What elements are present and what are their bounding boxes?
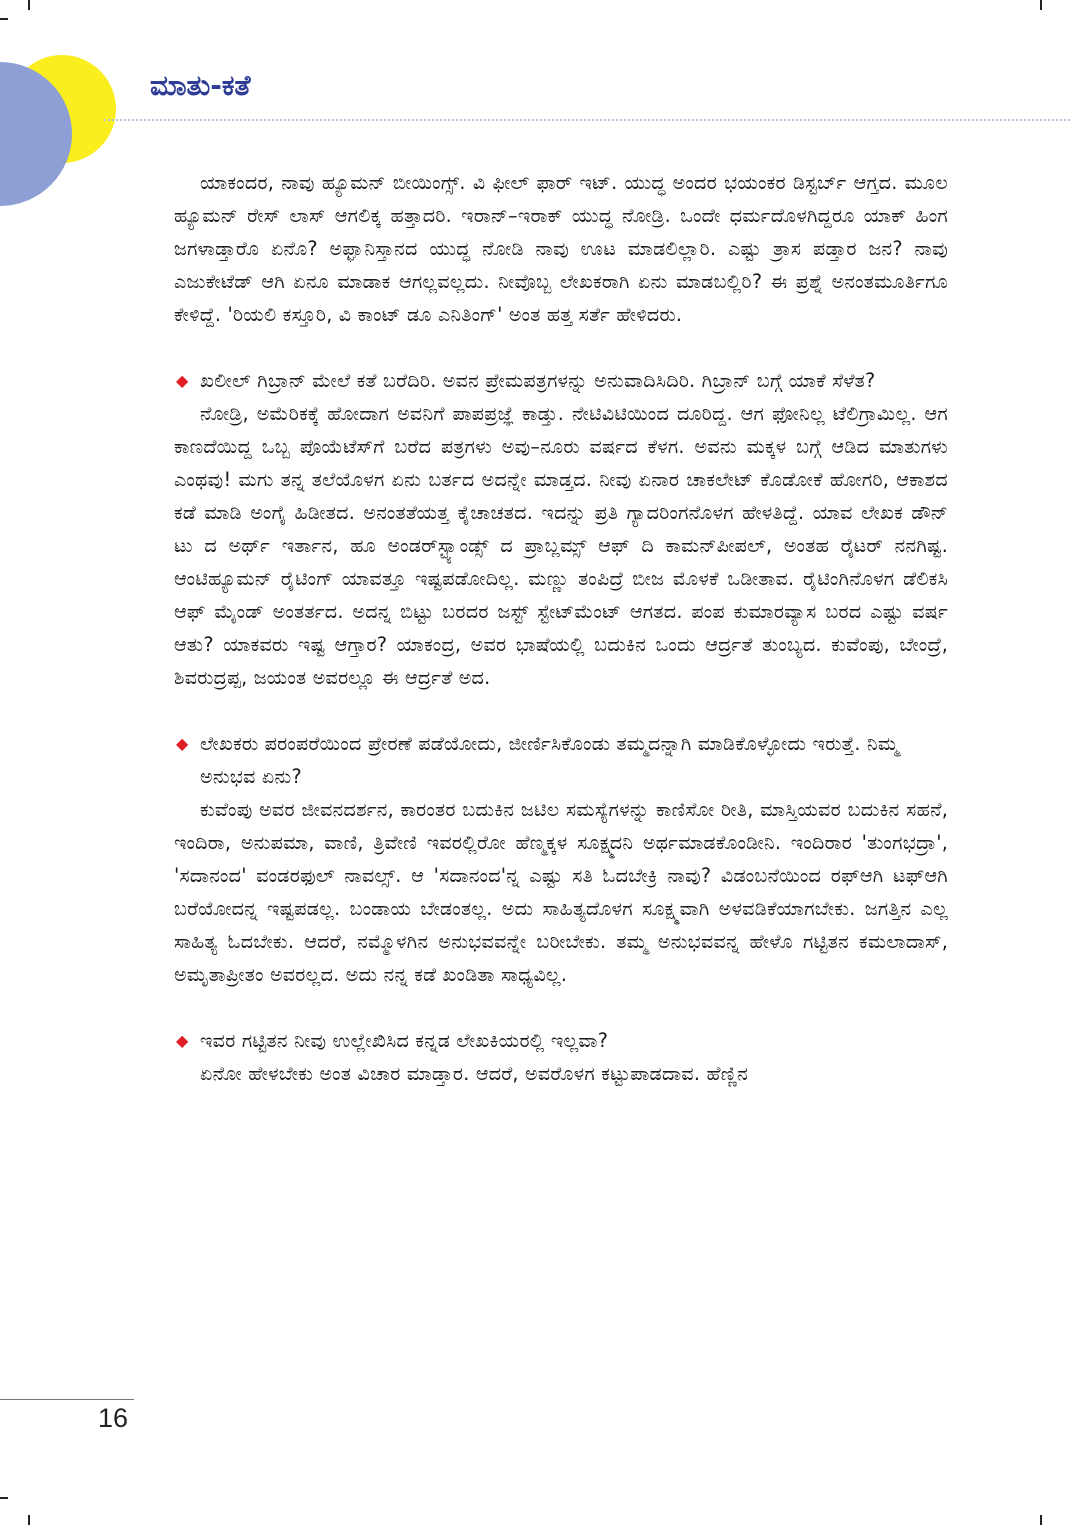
crop-mark-left-top — [0, 18, 8, 20]
crop-mark-bottom-right — [1040, 1515, 1042, 1525]
section-title: ಮಾತು-ಕತೆ — [150, 69, 251, 102]
page-number: 16 — [98, 1403, 129, 1433]
crop-mark-bottom-left — [28, 1515, 30, 1525]
answer-paragraph: ನೋಡ್ರಿ, ಅಮೆರಿಕಕ್ಕೆ ಹೋದಾಗ ಅವನಿಗೆ ಪಾಪಪ್ರಜ್ಞೆ ಕಾಡ್ತು. ನೇಟಿವಿಟಿಯಿಂದ ದೂರಿದ್ದ. ಆಗ ಫೋನಿಲ್ಲ ಟೆಲಿಗ್ರಾಮಿಲ್ಲ. ಆಗ ಕಾಣದೆಯಿದ್ದ ಒಬ್ಬ ಪೊಯೆಟೆಸ್‌ಗೆ ಬರೆದ ಪತ್ರಗಳು ಅವು–ನೂರು ವರ್ಷದ ಕೆಳಗ. ಅವನು ಮಕ್ಕಳ ಬಗ್ಗೆ ಆಡಿದ ಮಾತುಗಳು ಎಂಥವು! ಮಗು ತನ್ನ ತಲೆಯೊಳಗ ಏನು ಬರ್ತದ ಅದನ್ನೇ ಮಾಡ್ತದ. ನೀವು ಏನಾರ ಚಾಕಲೇಟ್ ಕೊಡೋಕೆ ಹೋಗರಿ, ಆಕಾಶದ ಕಡೆ ಮಾಡಿ ಅಂಗೈ ಹಿಡೀತದ. ಅನಂತತೆಯತ್ತ ಕೈಚಾಚತದ. ಇದನ್ನು ಪ್ರತಿ ಗ್ಯಾದರಿಂಗನೊಳಗ ಹೇಳತಿದ್ದೆ. ಯಾವ ಲೇಖಕ ಡೌನ್ ಟು ದ ಅರ್ಥ್ ಇರ್ತಾನ, ಹೂ ಅಂಡರ್‌ಸ್ಟ್ಯಾಂಡ್ಸ್ ದ ಪ್ರಾಬ್ಲಮ್ಸ್ ಆಫ್ ದಿ ಕಾಮನ್‌ಪೀಪಲ್, ಅಂತಹ ರೈಟರ್ ನನಗಿಷ್ಟ. ಆಂಟಿಹ್ಯೂಮನ್ ರೈಟಿಂಗ್ ಯಾವತ್ತೂ ಇಷ್ಟಪಡೋದಿಲ್ಲ. ಮಣ್ಣು ತಂಪಿದ್ರೆ ಬೀಜ ಮೊಳಕೆ ಒಡೀತಾವ. ರೈಟಿಂಗಿನೊಳಗ ಡೆಲಿಕಸಿ ಆಫ್ ಮೈಂಡ್ ಅಂತರ್ತದ. ಅದನ್ನ ಬಿಟ್ಟು ಬರದರ ಜಸ್ಟ್ ಸ್ಟೇಟ್‌ಮೆಂಟ್ ಆಗತದ. ಪಂಪ ಕುಮಾರವ್ಯಾಸ ಬರದ ಎಷ್ಟು ವರ್ಷ ಆತು? ಯಾಕವರು ಇಷ್ಟ ಆಗ್ತಾರ? ಯಾಕಂದ್ರ, ಅವರ ಭಾಷೆಯಲ್ಲಿ ಬದುಕಿನ ಒಂದು ಆರ್ದ್ರತೆ ತುಂಬ್ಯದ. ಕುವೆಂಪು, ಬೇಂದ್ರೆ, ಶಿವರುದ್ರಪ್ಪ, ಜಯಂತ ಅವರಲ್ಲೂ ಈ ಆರ್ದ್ರತೆ ಅದ. — [174, 402, 948, 689]
answer-paragraph: ಏನೋ ಹೇಳಬೇಕು ಅಂತ ವಿಚಾರ ಮಾಡ್ತಾರ. ಆದರೆ, ಅವರೊಳಗ ಕಟ್ಟುಪಾಡದಾವ. ಹೆಣ್ಣಿನ — [200, 1062, 749, 1085]
answer-paragraph: ಕುವೆಂಪು ಅವರ ಜೀವನದರ್ಶನ, ಕಾರಂತರ ಬದುಕಿನ ಜಟಿಲ ಸಮಸ್ಯೆಗಳನ್ನು ಕಾಣಿಸೋ ರೀತಿ, ಮಾಸ್ತಿಯವರ ಬದುಕಿನ ಸಹನೆ, ಇಂದಿರಾ, ಅನುಪಮಾ, ವಾಣಿ, ತ್ರಿವೇಣಿ ಇವರಲ್ಲಿರೋ ಹೆಣ್ಮಕ್ಕಳ ಸೂಕ್ಷ್ಮದನಿ ಅರ್ಥಮಾಡಕೊಂಡೀನಿ. ಇಂದಿರಾರ 'ತುಂಗಭದ್ರಾ', 'ಸದಾನಂದ' ವಂಡರಫುಲ್ ನಾವಲ್ಸ್. ಆ 'ಸದಾನಂದ'ನ್ನ ಎಷ್ಟು ಸತಿ ಓದಬೇಕ್ರಿ ನಾವು? ವಿಡಂಬನೆಯಿಂದ ರಫ್‌ಆಗಿ ಟಫ್‌ಆಗಿ ಬರೆಯೋದನ್ನ ಇಷ್ಟಪಡಲ್ಲ. ಬಂಡಾಯ ಬೇಡಂತಲ್ಲ. ಅದು ಸಾಹಿತ್ಯದೊಳಗ ಸೂಕ್ಷ್ಮವಾಗಿ ಅಳವಡಿಕೆಯಾಗಬೇಕು. ಜಗತ್ತಿನ ಎಲ್ಲ ಸಾಹಿತ್ಯ ಓದಬೇಕು. ಆದರೆ, ನಮ್ಮೊಳಗಿನ ಅನುಭವವನ್ನೇ ಬರೀಬೇಕು. ತಮ್ಮ ಅನುಭವವನ್ನ ಹೇಳೊ ಗಟ್ಟಿತನ ಕಮಲಾದಾಸ್, ಅಮೃತಾಪ್ರೀತಂ ಅವರಲ್ಲದ. ಅದು ನನ್ನ ಕಡೆ ಖಂಡಿತಾ ಸಾಧ್ಯವಿಲ್ಲ. — [174, 798, 948, 986]
header-dotted-rule — [104, 119, 1070, 121]
diamond-bullet-icon: ◆ — [176, 734, 189, 753]
answer-paragraph: ಯಾಕಂದರ, ನಾವು ಹ್ಯೂಮನ್ ಬೀಯಿಂಗ್ಸ್. ವಿ ಫೀಲ್ ಫಾರ್ ಇಟ್. ಯುದ್ಧ ಅಂದರ ಭಯಂಕರ ಡಿಸ್ಟರ್ಬ್ ಆಗ್ತದ. ಮೂಲ ಹ್ಯೂಮನ್ ರೇಸ್ ಲಾಸ್ ಆಗಲಿಕ್ಕ ಹತ್ತಾದರಿ. ಇರಾನ್–ಇರಾಕ್ ಯುದ್ಧ ನೋಡ್ರಿ. ಒಂದೇ ಧರ್ಮದೊಳಗಿದ್ದರೂ ಯಾಕ್ ಹಿಂಗ ಜಗಳಾಡ್ತಾರೊ ಏನೊ? ಅಫ್ಘಾನಿಸ್ತಾನದ ಯುದ್ಧ ನೋಡಿ ನಾವು ಊಟ ಮಾಡಲಿಲ್ಲಾರಿ. ಎಷ್ಟು ತ್ರಾಸ ಪಡ್ತಾರ ಜನ? ನಾವು ಎಜುಕೇಟೆಡ್ ಆಗಿ ಏನೂ ಮಾಡಾಕ ಆಗಲ್ಲವಲ್ಲದು. ನೀವೊಬ್ಬ ಲೇಖಕರಾಗಿ ಏನು ಮಾಡಬಲ್ಲಿರಿ? ಈ ಪ್ರಶ್ನೆ ಅನಂತಮೂರ್ತಿಗೂ ಕೇಳಿದ್ದೆ. 'ರಿಯಲಿ ಕಸ್ತೂರಿ, ವಿ ಕಾಂಟ್ ಡೂ ಎನಿತಿಂಗ್' ಅಂತ ಹತ್ತ ಸರ್ತೆ ಹೇಳಿದರು. — [174, 171, 948, 326]
question-text: ಖಲೀಲ್ ಗಿಬ್ರಾನ್ ಮೇಲೆ ಕತೆ ಬರೆದಿರಿ. ಅವನ ಪ್ರೇಮಪತ್ರಗಳನ್ನು ಅನುವಾದಿಸಿದಿರಿ. ಗಿಬ್ರಾನ್ ಬಗ್ಗೆ ಯಾಕೆ ಸೆಳೆತ? — [200, 369, 876, 392]
crop-mark-top-left — [28, 0, 30, 10]
interview-question — [174, 1024, 948, 1057]
interview-question — [174, 727, 948, 793]
crop-mark-left-bottom — [0, 1497, 8, 1499]
interview-question — [174, 364, 948, 397]
crop-mark-top-right — [1040, 0, 1042, 10]
question-text: ಲೇಖಕರು ಪರಂಪರೆಯಿಂದ ಪ್ರೇರಣೆ ಪಡೆಯೋದು, ಜೀರ್ಣಿಸಿಕೊಂಡು ತಮ್ಮದನ್ನಾಗಿ ಮಾಡಿಕೊಳ್ಳೋದು ಇರುತ್ತೆ. ನಿಮ್ಮ ಅನುಭವ ಏನು? — [200, 732, 899, 788]
question-text: ಇವರ ಗಟ್ಟಿತನ ನೀವು ಉಲ್ಲೇಖಿಸಿದ ಕನ್ನಡ ಲೇಖಕಿಯರಲ್ಲಿ ಇಲ್ಲವಾ? — [200, 1029, 609, 1052]
diamond-bullet-icon: ◆ — [176, 1031, 189, 1050]
diamond-bullet-icon: ◆ — [176, 371, 189, 390]
article-body — [174, 166, 948, 1090]
